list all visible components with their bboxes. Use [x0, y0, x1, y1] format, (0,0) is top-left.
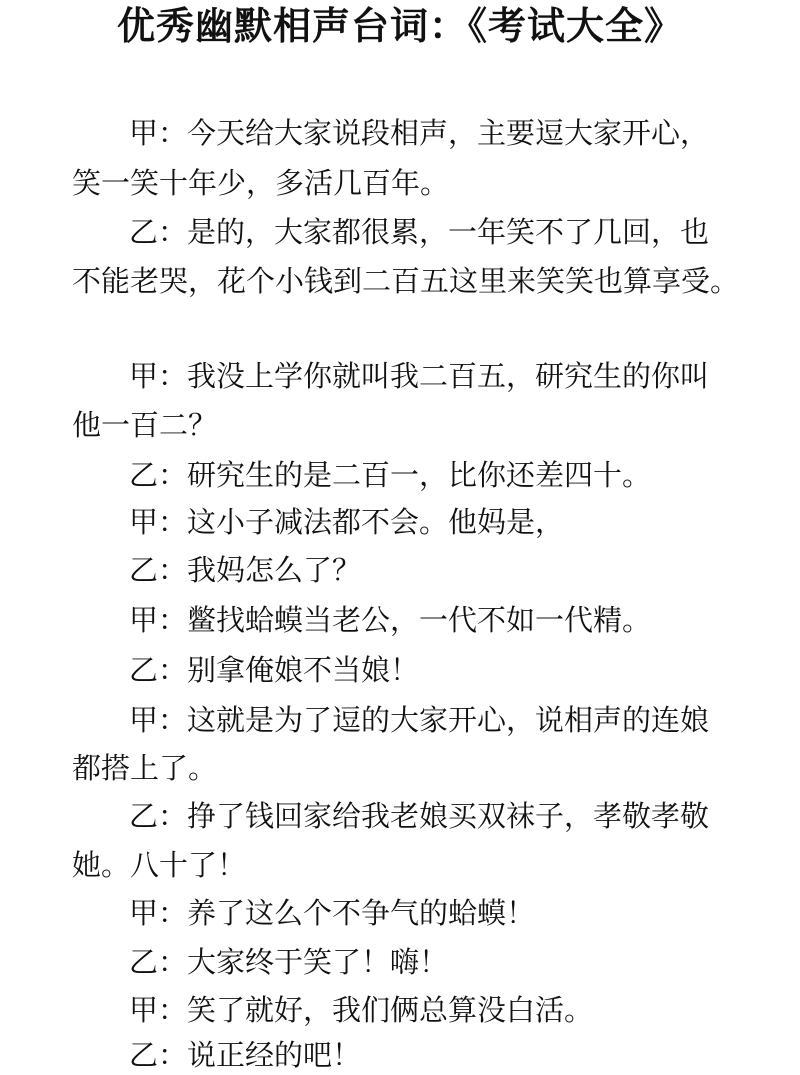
dialogue-line: 甲：这小子减法都不会。他妈是， — [129, 505, 565, 539]
dialogue-line: 甲：今天给大家说段相声，主要逗大家开心， — [129, 116, 710, 150]
dialogue-line: 乙：说正经的吧！ — [129, 1038, 362, 1072]
dialogue-line: 甲：我没上学你就叫我二百五，研究生的你叫 — [129, 359, 710, 393]
dialogue-line: 都搭上了。 — [72, 751, 218, 785]
dialogue-line: 甲：养了这么个不争气的蛤蟆！ — [129, 896, 536, 930]
dialogue-line: 甲：笑了就好，我们俩总算没白活。 — [129, 993, 594, 1027]
dialogue-line: 甲：这就是为了逗的大家开心，说相声的连娘 — [129, 703, 710, 737]
dialogue-line: 乙：研究生的是二百一，比你还差四十。 — [129, 458, 652, 492]
dialogue-line: 乙：挣了钱回家给我老娘买双袜子，孝敬孝敬 — [129, 799, 710, 833]
dialogue-line: 她。八十了！ — [72, 848, 247, 882]
dialogue-line: 他一百二？ — [72, 408, 218, 442]
dialogue-line: 乙：大家终于笑了！嗨！ — [129, 945, 449, 979]
dialogue-line: 乙：我妈怎么了？ — [129, 553, 362, 587]
dialogue-line: 笑一笑十年少，多活几百年。 — [72, 166, 450, 200]
document-title: 优秀幽默相声台词：《考试大全》 — [116, 4, 683, 48]
dialogue-line: 乙：是的，大家都很累，一年笑不了几回，也 — [129, 215, 710, 249]
dialogue-line: 甲：鳖找蛤蟆当老公，一代不如一代精。 — [129, 603, 652, 637]
dialogue-line: 不能老哭，花个小钱到二百五这里来笑笑也算享受。 — [72, 264, 740, 298]
dialogue-line: 乙：别拿俺娘不当娘！ — [129, 653, 420, 687]
